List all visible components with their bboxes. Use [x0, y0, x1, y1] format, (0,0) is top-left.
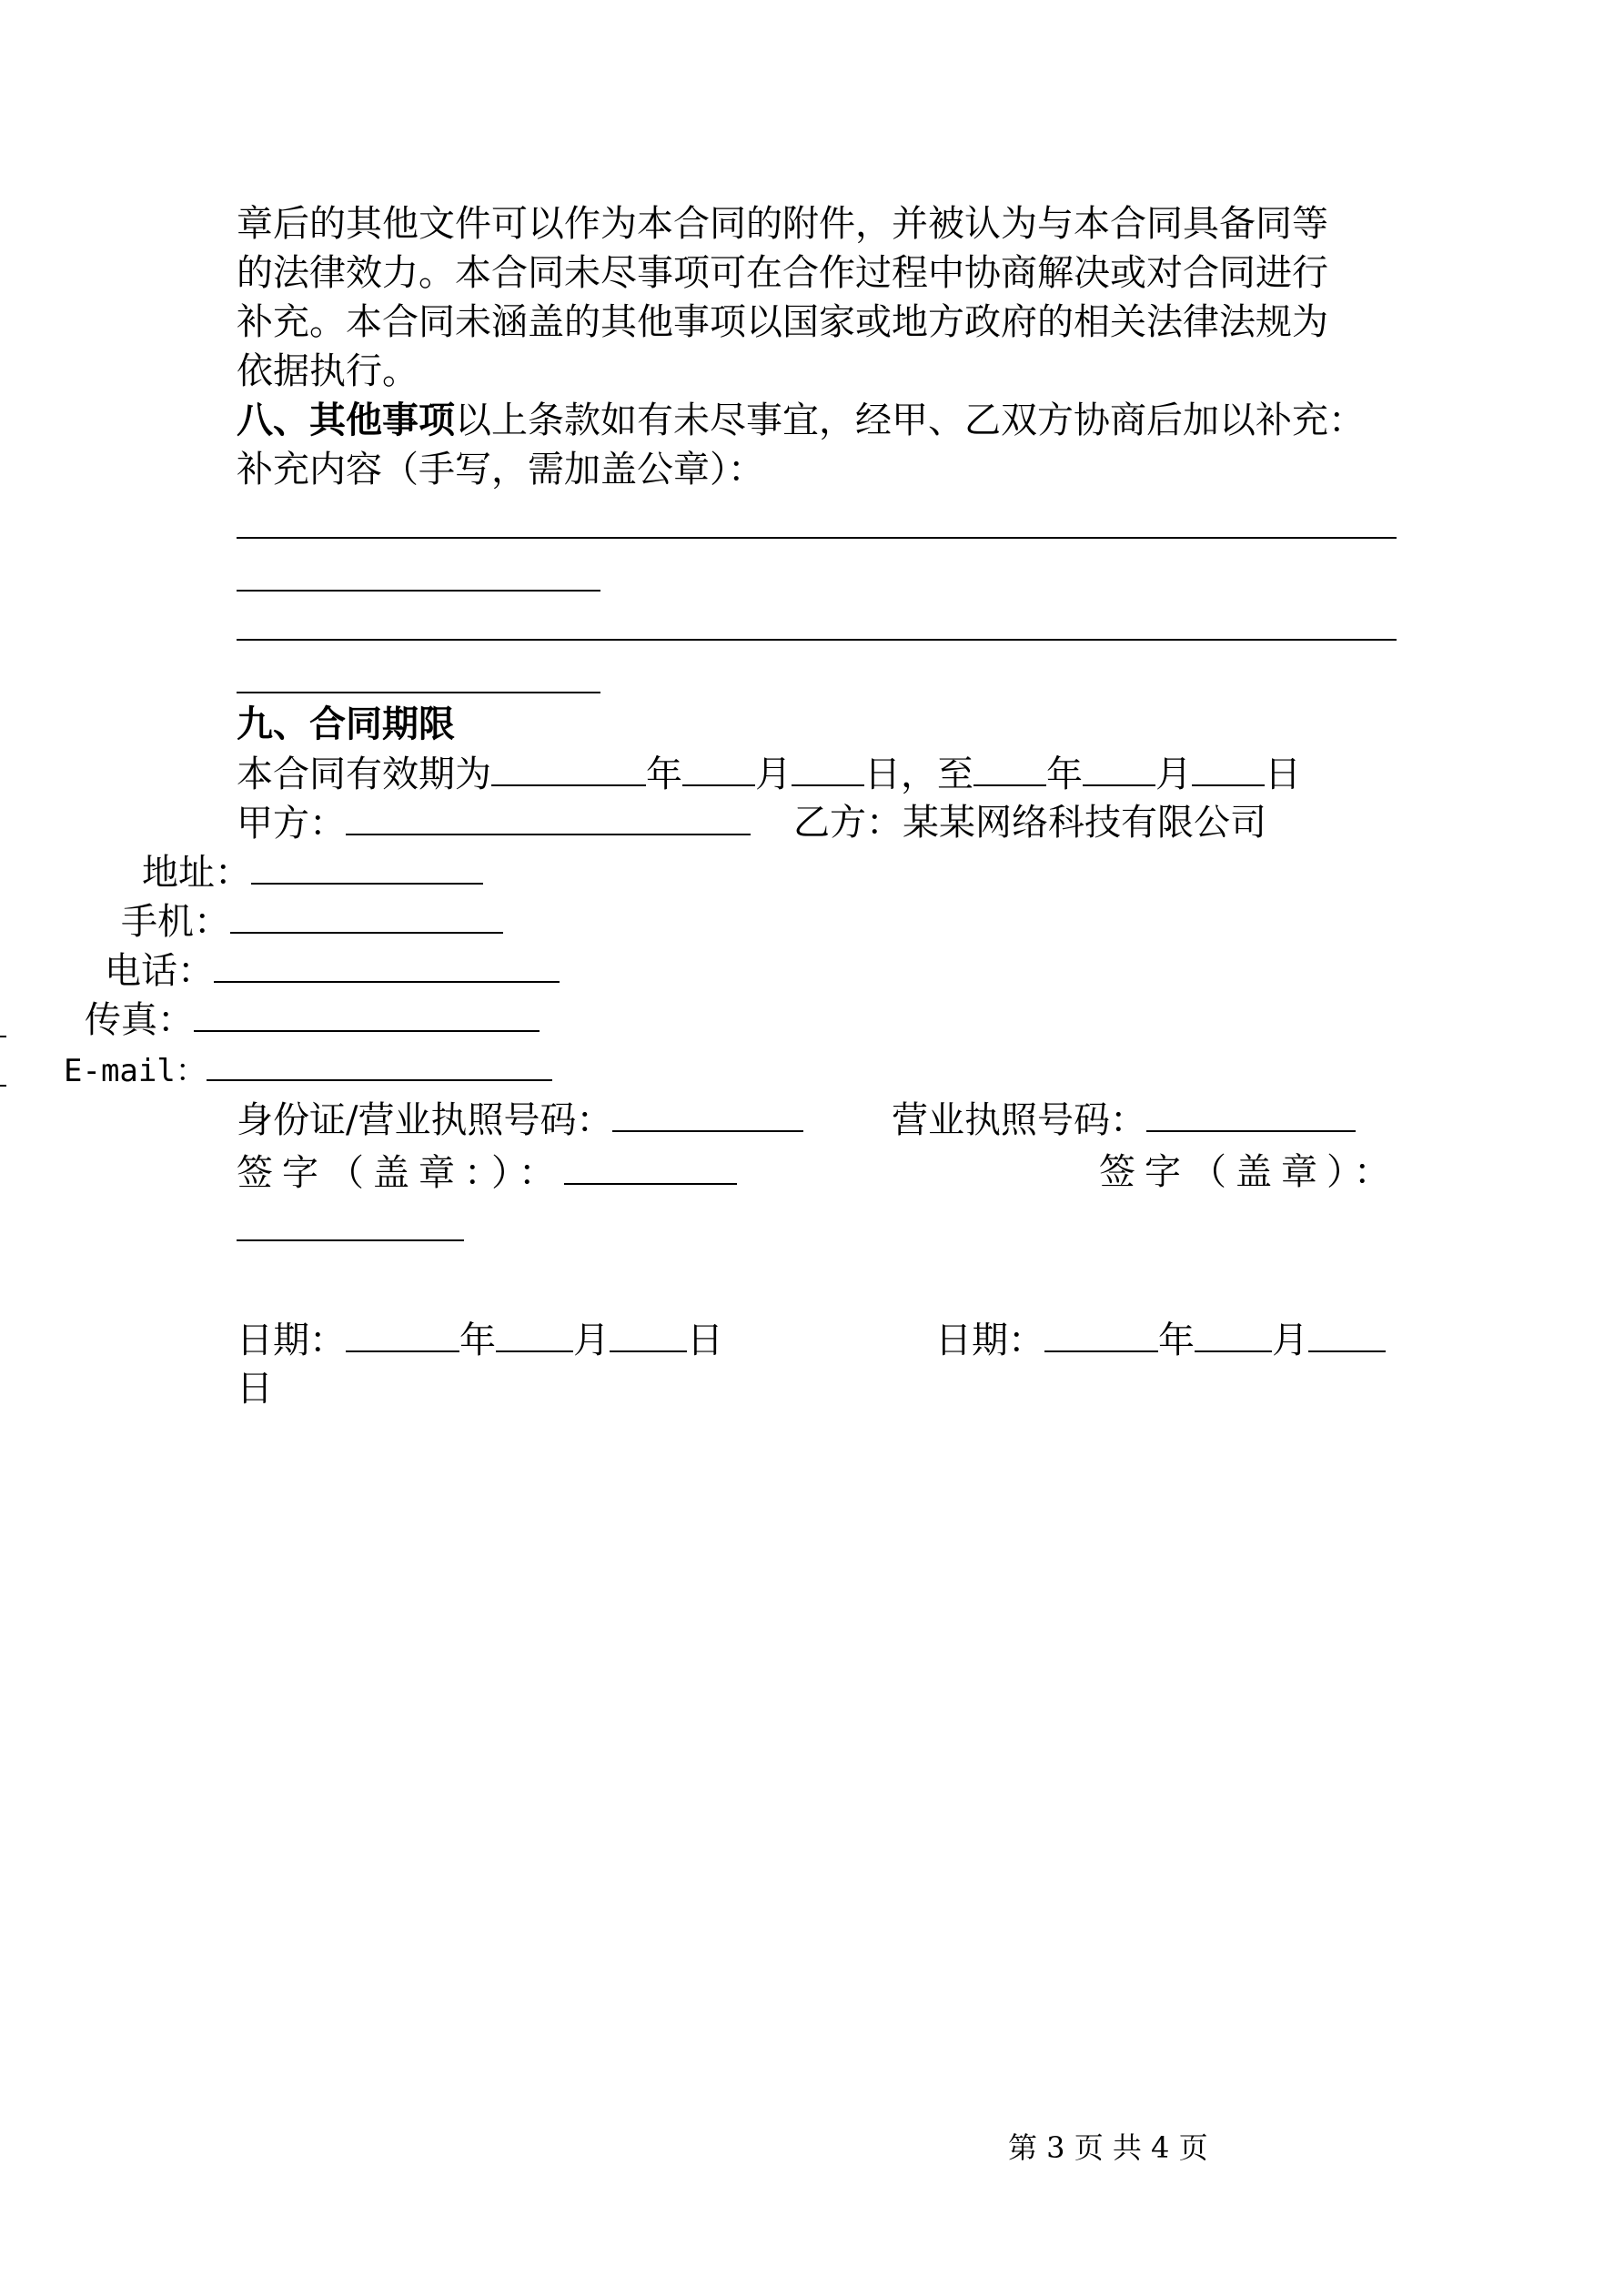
date-a-month-label: 月	[573, 1320, 610, 1361]
supplement-line-2-continued[interactable]	[237, 692, 600, 693]
phone-label: 电话：	[105, 950, 214, 992]
end-month-blank[interactable]	[1083, 750, 1155, 786]
margin-mark-1	[0, 1036, 6, 1037]
fax-blank[interactable]	[194, 996, 540, 1032]
party-b-name: 某某网络科技有限公司	[903, 802, 1266, 844]
sign-a-row	[237, 1148, 737, 1197]
fax-row	[85, 996, 540, 1044]
mobile-blank[interactable]	[230, 897, 503, 934]
body-line-3: 补充。本合同未涵盖的其他事项以国家或地方政府的相关法律法规为	[237, 301, 1328, 343]
email-blank[interactable]	[207, 1045, 552, 1081]
body-line-2: 的法律效力。本合同未尽事项可在合作过程中协商解决或对合同进行	[237, 252, 1328, 294]
id-license-row	[237, 1096, 803, 1144]
date-b-month-label: 月	[1272, 1320, 1308, 1361]
start-month-blank[interactable]	[682, 750, 755, 786]
section8-text: 以上条款如有未尽事宜，经甲、乙双方协商后加以补充：	[455, 400, 1365, 441]
phone-row	[105, 946, 560, 995]
section8-note: 补充内容（手写，需加盖公章）：	[237, 449, 764, 491]
id-license-label: 身份证/营业执照号码：	[237, 1099, 613, 1141]
sign-a-label: 签字（盖章：）：	[237, 1152, 564, 1194]
date-b-year-blank[interactable]	[1044, 1316, 1158, 1352]
end-day-blank[interactable]	[1192, 750, 1265, 786]
fax-label: 传真：	[85, 999, 194, 1041]
sign-b-blank[interactable]	[237, 1239, 464, 1241]
section9-heading: 九、合同期限	[237, 703, 455, 745]
party-a-row	[237, 799, 751, 847]
end-year-label: 年	[1046, 754, 1083, 795]
month-label: 月	[755, 754, 792, 795]
mobile-label: 手机：	[121, 901, 230, 943]
supplement-line-2[interactable]	[237, 639, 1397, 641]
year-label: 年	[646, 754, 682, 795]
end-day-label: 日	[1265, 754, 1301, 795]
body-line-1: 章后的其他文件可以作为本合同的附件，并被认为与本合同具备同等	[237, 203, 1328, 245]
date-b-day-label: 日	[237, 1368, 273, 1410]
section8-paragraph	[237, 397, 1365, 444]
date-a-day-blank[interactable]	[610, 1316, 687, 1352]
mobile-row	[121, 897, 503, 946]
end-month-label: 月	[1155, 754, 1192, 795]
date-b-month-blank[interactable]	[1195, 1316, 1272, 1352]
supplement-line-1-continued[interactable]	[237, 590, 600, 592]
date-b-label: 日期：	[935, 1320, 1044, 1361]
license-label: 营业执照号码：	[892, 1099, 1146, 1141]
party-b-label: 乙方：	[793, 802, 903, 844]
supplement-line-1[interactable]	[237, 537, 1397, 539]
license-row	[892, 1096, 1356, 1144]
end-year-blank[interactable]	[973, 750, 1046, 786]
date-b-year-label: 年	[1158, 1320, 1195, 1361]
date-b-day-blank[interactable]	[1308, 1316, 1386, 1352]
date-b-row	[935, 1316, 1386, 1364]
address-label: 地址：	[142, 852, 251, 894]
start-day-blank[interactable]	[792, 750, 864, 786]
party-b-row	[793, 799, 1266, 846]
date-a-year-blank[interactable]	[346, 1316, 459, 1352]
date-a-day-label: 日	[687, 1320, 723, 1361]
date-a-year-label: 年	[459, 1320, 496, 1361]
license-blank[interactable]	[1146, 1096, 1356, 1132]
party-a-blank[interactable]	[346, 799, 751, 835]
date-a-label: 日期：	[237, 1320, 346, 1361]
party-a-label: 甲方：	[237, 803, 346, 845]
start-year-blank[interactable]	[491, 750, 646, 786]
id-license-blank[interactable]	[612, 1096, 803, 1132]
body-line-4: 依据执行。	[237, 350, 419, 392]
page-footer: 第 3 页 共 4 页	[1008, 2130, 1208, 2165]
validity-line	[237, 750, 1301, 798]
day-to-label: 日，至	[864, 754, 973, 795]
email-row	[64, 1045, 552, 1095]
phone-blank[interactable]	[214, 946, 560, 983]
date-a-month-blank[interactable]	[496, 1316, 573, 1352]
sign-b-label: 签字（盖章）：	[1099, 1151, 1399, 1193]
section8-heading: 八、其他事项	[237, 399, 455, 441]
sign-a-blank[interactable]	[564, 1148, 737, 1185]
address-blank[interactable]	[251, 848, 483, 885]
sign-b-row	[1099, 1148, 1399, 1196]
address-row	[142, 848, 483, 896]
validity-prefix: 本合同有效期为	[237, 754, 491, 795]
date-a-row	[237, 1316, 723, 1364]
email-label: E-mail：	[64, 1053, 207, 1089]
margin-mark-2	[0, 1085, 6, 1087]
